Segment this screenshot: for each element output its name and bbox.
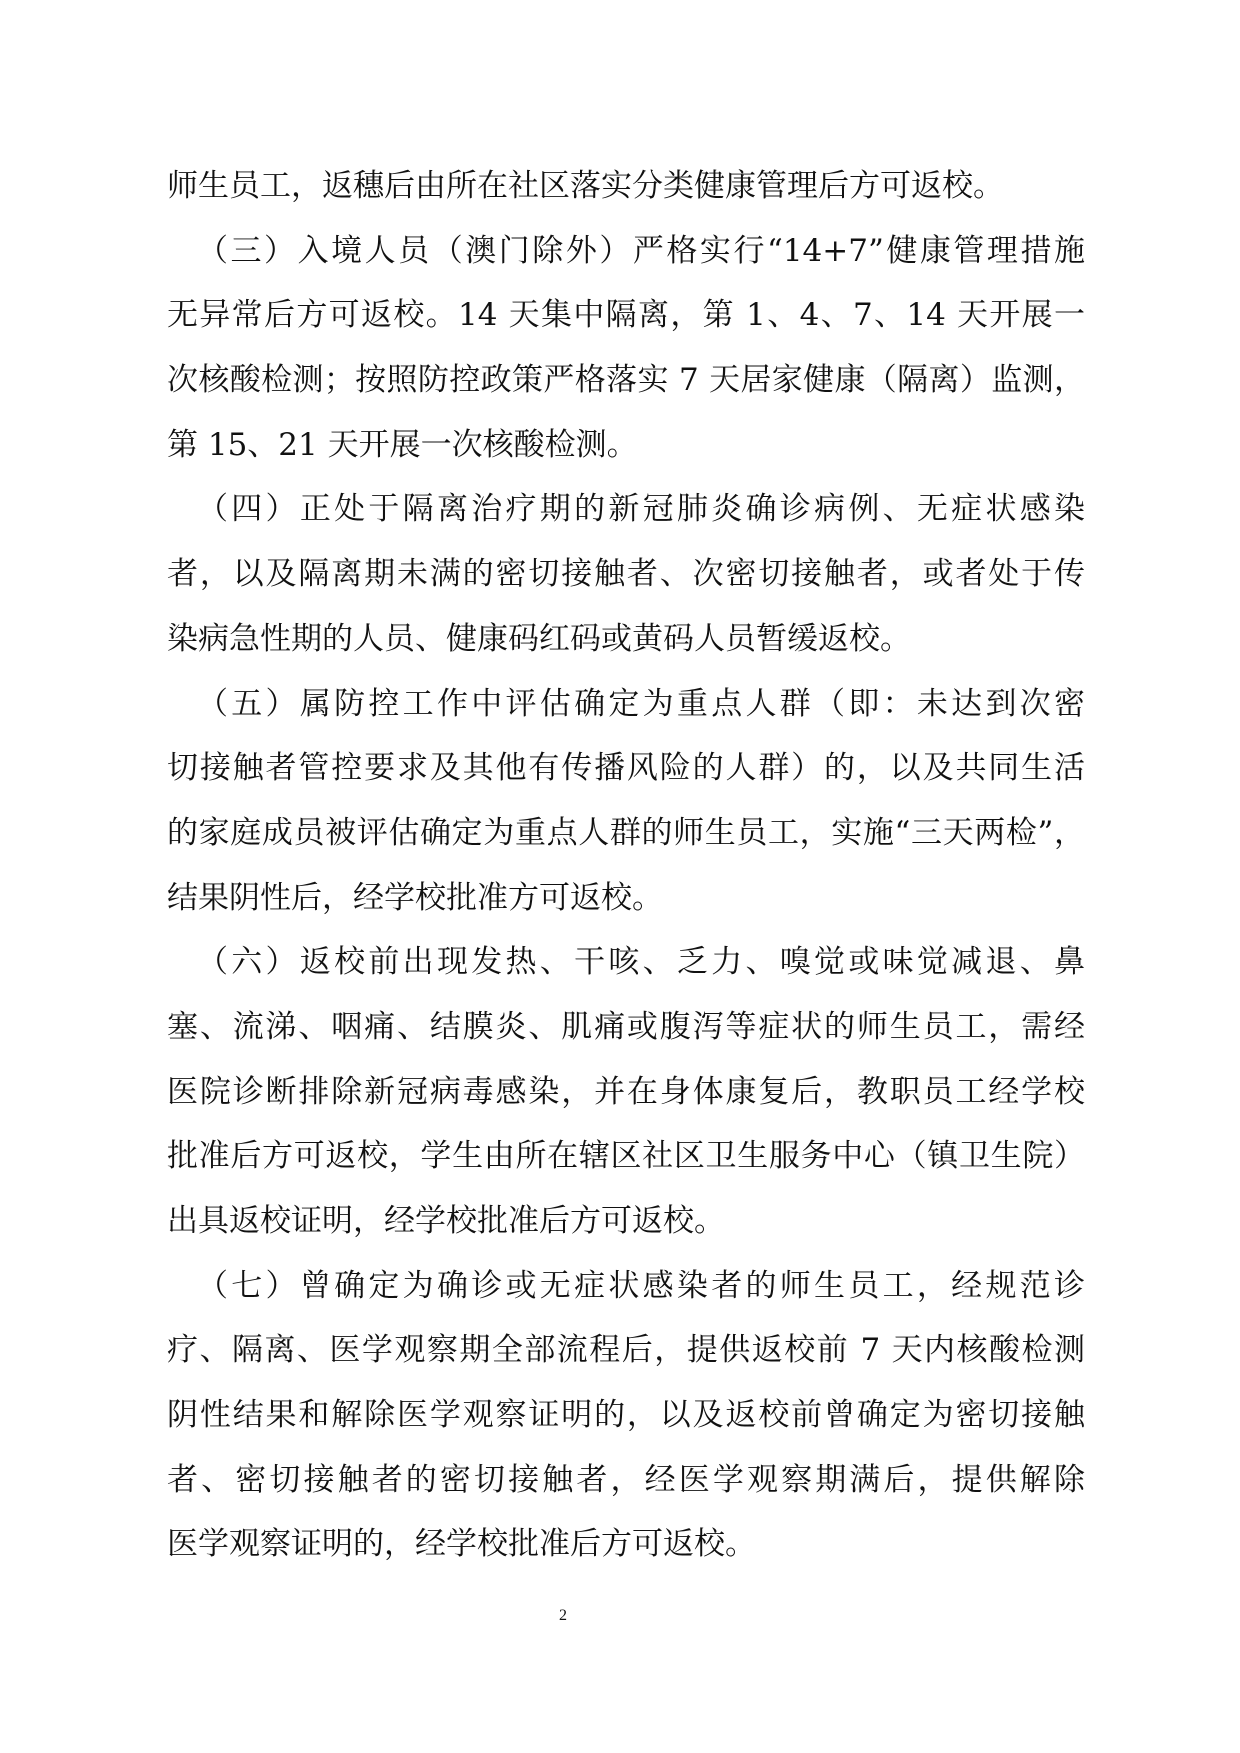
text-line: 批准后方可返校，学生由所在辖区社区卫生服务中心（镇卫生院） — [167, 1138, 1085, 1175]
body-text — [167, 166, 1085, 1589]
text-line: 出具返校证明，经学校批准后方可返校。 — [167, 1203, 725, 1239]
paragraph-first-line: （七）曾确定为确诊或无症状感染者的师生员工，经规范诊 — [197, 1267, 1085, 1304]
text-line: 第 15、21 天开展一次核酸检测。 — [167, 426, 638, 463]
text-line: 塞、流涕、咽痛、结膜炎、肌痛或腹泻等症状的师生员工，需经 — [167, 1008, 1085, 1045]
paragraph-first-line: （六）返校前出现发热、干咳、乏力、嗅觉或味觉减退、鼻 — [197, 944, 1085, 981]
text-line: 医学观察证明的，经学校批准后方可返校。 — [167, 1526, 756, 1563]
text-line: 染病急性期的人员、健康码红码或黄码人员暂缓返校。 — [167, 620, 911, 657]
text-line: 切接触者管控要求及其他有传播风险的人群）的，以及共同生活 — [167, 750, 1085, 787]
paragraph-first-line: （五）属防控工作中评估确定为重点人群（即：未达到次密 — [197, 685, 1085, 722]
text-line: 师生员工，返穗后由所在社区落实分类健康管理后方可返校。 — [167, 168, 1004, 204]
text-line: 结果阴性后，经学校批准方可返校。 — [167, 879, 663, 916]
text-line: 无异常后方可返校。14 天集中隔离，第 1、4、7、14 天开展一 — [167, 297, 1085, 334]
text-line: 者，以及隔离期未满的密切接触者、次密切接触者，或者处于传 — [167, 556, 1085, 593]
text-line: 者、密切接触者的密切接触者，经医学观察期满后，提供解除 — [167, 1461, 1085, 1498]
paragraph-first-line: （三）入境人员（澳门除外）严格实行“14+7”健康管理措施 — [197, 232, 1085, 269]
text-line: 疗、隔离、医学观察期全部流程后，提供返校前 7 天内核酸检测 — [167, 1332, 1085, 1369]
text-line: 医院诊断排除新冠病毒感染，并在身体康复后，教职员工经学校 — [167, 1073, 1085, 1110]
text-line: 次核酸检测；按照防控政策严格落实 7 天居家健康（隔离）监测， — [167, 362, 1085, 399]
text-line: 的家庭成员被评估确定为重点人群的师生员工，实施“三天两检”， — [167, 814, 1085, 851]
text-line: 阴性结果和解除医学观察证明的，以及返校前曾确定为密切接触 — [167, 1397, 1085, 1434]
page-number: 2 — [559, 1607, 567, 1624]
paragraph-first-line: （四）正处于隔离治疗期的新冠肺炎确诊病例、无症状感染 — [197, 491, 1085, 528]
